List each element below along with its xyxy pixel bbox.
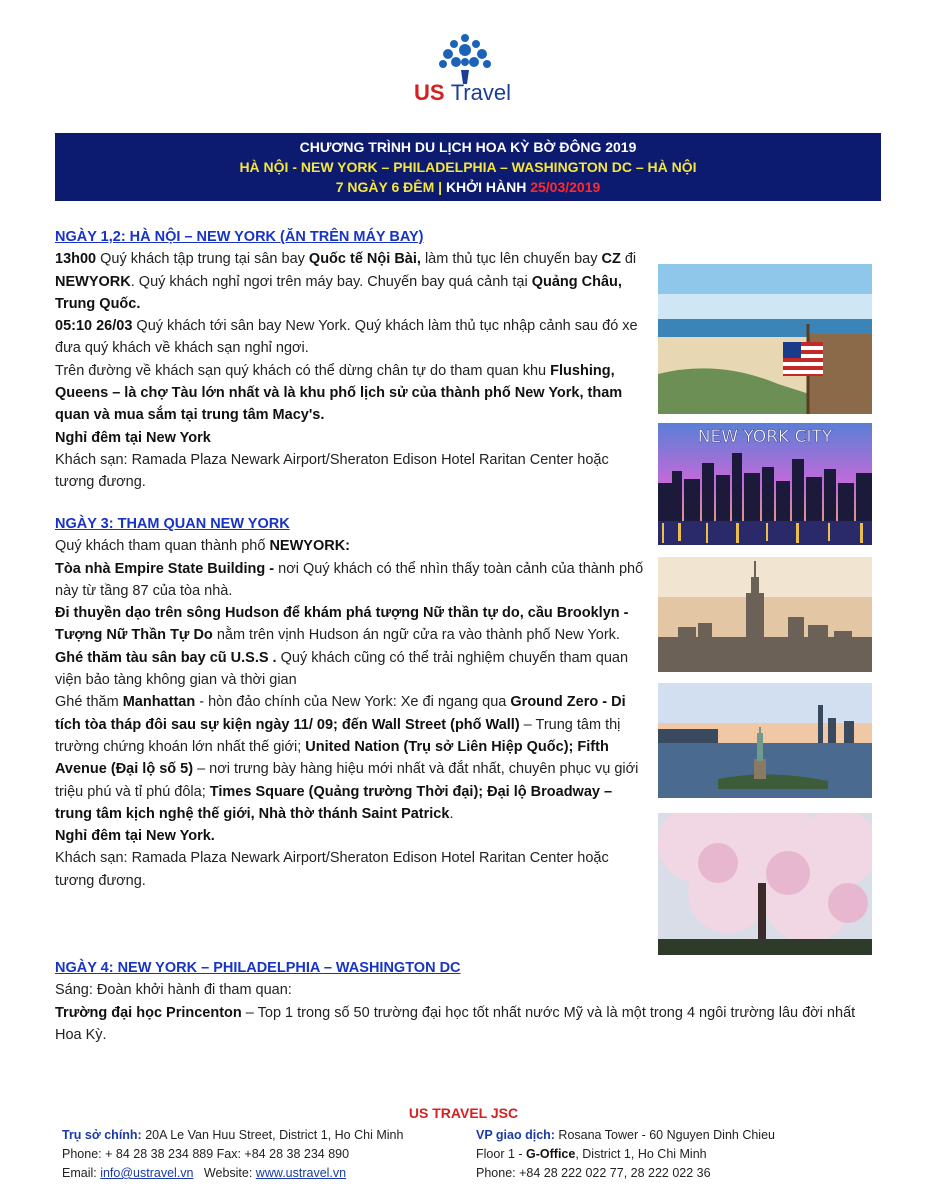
day-3-para-3: Ghé thăm tàu sân bay cũ U.S.S . Quý khách cũng có thể trải nghiệm chuyến tham quan viện bảo tàng không gian và thời gian <box>55 649 629 689</box>
day-4-section <box>55 957 875 1046</box>
website-link[interactable]: www.ustravel.vn <box>255 1166 347 1180</box>
footer-office-line: VP giao dịch: Rosana Tower - 60 Nguyen Dinh Chieu <box>476 1128 775 1142</box>
program-banner <box>55 133 881 201</box>
day-3-night: Nghỉ đêm tại New York. <box>55 828 215 845</box>
day-3-title: NGÀY 3: THAM QUAN NEW YORK <box>55 516 290 532</box>
banner-duration <box>55 177 881 197</box>
day-3-intro: Quý khách tham quan thành phố NEWYORK: <box>55 538 350 555</box>
beach-flag-photo <box>658 264 872 414</box>
day-3-para-2: Đi thuyền dạo trên sông Hudson để khám phá tượng Nữ thần tự do, cầu Brooklyn - Tượng Nữ Thần Tự Do nằm trên vịnh Hudson án ngữ cửa ra vào thành phố New York. <box>55 605 629 644</box>
banner-depart-label: KHỞI HÀNH <box>445 179 531 195</box>
footer-hq-line: Trụ sở chính: 20A Le Van Huu Street, District 1, Ho Chi Minh <box>62 1128 404 1142</box>
logo-wordmark <box>414 80 511 106</box>
footer-company: US TRAVEL JSC <box>408 1105 519 1121</box>
footer-office <box>476 1126 775 1183</box>
day-1-2-para-3: Trên đường về khách sạn quý khách có thể dừng chân tự do tham quan khu Flushing, Queens – là chợ Tàu lớn nhất và là khu phố lịch sử của thành phố New York, tham quan và mua sắm tại trung tâm Macy's. <box>55 362 623 424</box>
empire-state-photo <box>658 557 872 672</box>
day-1-2-section <box>55 226 645 494</box>
cherry-blossom-photo <box>658 813 872 955</box>
day-4-para-2: Trường đại học Princenton – Top 1 trong số 50 trường đại học tốt nhất nước Mỹ và là một trong 4 ngôi trường lâu đời nhất Hoa Kỳ. <box>55 1004 856 1043</box>
banner-depart-date: 25/03/2019 <box>530 179 601 195</box>
email-link[interactable]: info@ustravel.vn <box>100 1166 194 1180</box>
nyc-skyline-photo <box>658 423 872 545</box>
day-4-title: NGÀY 4: NEW YORK – PHILADELPHIA – WASHINGTON DC <box>55 960 461 976</box>
logo-us: US <box>414 80 445 105</box>
page-footer <box>0 1104 927 1180</box>
day-1-2-para-2: 05:10 26/03 Quý khách tới sân bay New York. Quý khách làm thủ tục nhập cảnh sau đó xe đưa quý khách về khách sạn nghỉ ngơi. <box>55 318 638 357</box>
footer-hq <box>62 1126 403 1183</box>
day-1-2-para-1: 13h00 Quý khách tập trung tại sân bay Quốc tế Nội Bài, làm thủ tục lên chuyến bay CZ đi NEWYORK. Quý khách nghỉ ngơi trên máy bay. Chuyến bay quá cảnh tại Quảng Châu, Trung Quốc. <box>55 251 637 312</box>
footer-floor-line: Floor 1 - G-Office, District 1, Ho Chi Minh <box>476 1147 707 1161</box>
day-3-section <box>55 513 645 892</box>
day-3-para-4: Ghé thăm Manhattan - hòn đảo chính của New York: Xe đi ngang qua Ground Zero - Di tích tòa tháp đôi sau sự kiện ngày 11/ 09; đến Wall Street (phố Wall) – Trung tâm thị trường chứng khoán lớn nhất thế giới; United Nation (Trụ sở Liên Hiệp Quốc); Fifth Avenue (Đại lộ số 5) – nơi trưng bày hàng hiệu mới nhất và đắt nhất, chuyên phục vụ giới triệu phú và tỉ phú đôla; Times Square (Quảng trường Thời đại); Đại lộ Broadway – trung tâm kịch nghệ thế giới, Nhà thờ thánh Saint Patrick. <box>55 694 639 822</box>
day-4-para-1: Sáng: Đoàn khởi hành đi tham quan: <box>55 982 292 999</box>
day-1-2-title: NGÀY 1,2: HÀ NỘI – NEW YORK (ĂN TRÊN MÁY BAY) <box>55 229 424 245</box>
nyc-photo-label: NEW YORK CITY <box>697 427 833 447</box>
day-3-para-1: Tòa nhà Empire State Building - nơi Quý khách có thể nhìn thấy toàn cảnh của thành phố này từ tầng 87 của tòa nhà. <box>55 560 644 599</box>
day-3-hotel: Khách sạn: Ramada Plaza Newark Airport/Sheraton Edison Hotel Raritan Center hoặc tương đương. <box>55 850 609 889</box>
banner-title: CHƯƠNG TRÌNH DU LỊCH HOA KỲ BỜ ĐÔNG 2019 <box>299 139 637 155</box>
banner-route: HÀ NỘI - NEW YORK – PHILADELPHIA – WASHINGTON DC – HÀ NỘI <box>239 159 697 175</box>
footer-contact-line: Email: info@ustravel.vn Website: www.ustravel.vn <box>62 1166 347 1180</box>
statue-of-liberty-photo <box>658 683 872 798</box>
footer-office-phone: Phone: +84 28 222 022 77, 28 222 022 36 <box>476 1166 711 1180</box>
logo-travel: Travel <box>450 80 511 105</box>
footer-phone-line: Phone: + 84 28 38 234 889 Fax: +84 28 38 234 890 <box>62 1147 350 1161</box>
day-1-2-hotel: Khách sạn: Ramada Plaza Newark Airport/Sheraton Edison Hotel Raritan Center hoặc tương đương. <box>55 451 609 491</box>
banner-days: 7 NGÀY 6 ĐÊM | <box>335 179 446 195</box>
day-1-2-night: Nghỉ đêm tại New York <box>55 429 211 446</box>
